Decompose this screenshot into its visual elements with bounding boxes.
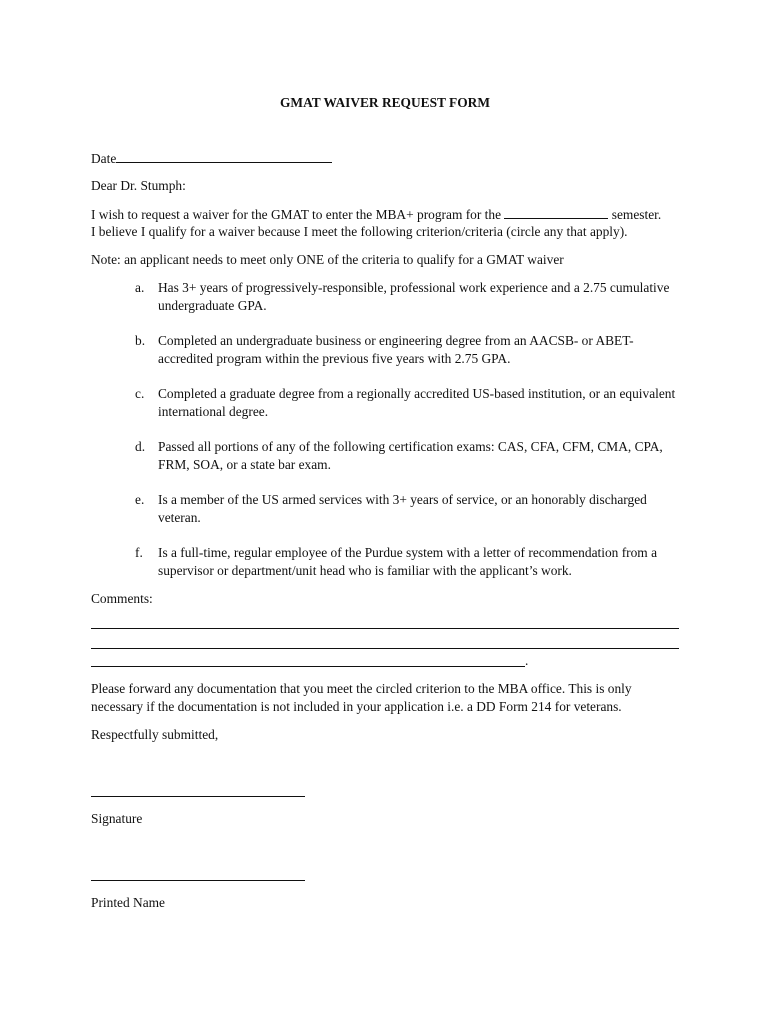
comments-line-3[interactable] (91, 666, 525, 667)
criterion-text: Is a member of the US armed services with 3+ years of service, or an honorably discharged veteran. (158, 492, 647, 525)
request-line-1 (91, 205, 661, 224)
date-label: Date (91, 151, 117, 166)
semester-field[interactable] (504, 205, 608, 219)
closing: Respectfully submitted, (91, 727, 219, 742)
note: Note: an applicant needs to meet only ONE of the criteria to qualify for a GMAT waiver (91, 252, 564, 267)
request-line-2: I believe I qualify for a waiver because I meet the following criterion/criteria (circle any that apply). (91, 224, 628, 239)
criterion-letter: f. (135, 545, 143, 560)
date-field[interactable] (116, 149, 332, 163)
criterion-letter: c. (135, 386, 145, 401)
form-title: GMAT WAIVER REQUEST FORM (280, 95, 490, 110)
criterion-text: Is a full-time, regular employee of the Purdue system with a letter of recommendation from a supervisor or department/unit head who is familiar with the applicant’s work. (158, 545, 658, 578)
printed-name-label: Printed Name (91, 895, 166, 910)
signature-field[interactable] (91, 796, 305, 797)
signature-label: Signature (91, 811, 143, 826)
forward-line-1: Please forward any documentation that you meet the circled criterion to the MBA office. This is only (91, 681, 632, 696)
criterion-text: Completed a graduate degree from a regionally accredited US-based institution, or an equivalent international degree. (158, 386, 676, 419)
criterion-text: Has 3+ years of progressively-responsible, professional work experience and a 2.75 cumulative undergraduate GPA. (158, 280, 670, 313)
salutation: Dear Dr. Stumph: (91, 178, 186, 193)
comments-line-2[interactable] (91, 648, 679, 649)
criterion-text: Completed an undergraduate business or engineering degree from an AACSB- or ABET-accredited program within the previous five years with 2.75 GPA. (158, 333, 634, 366)
criterion-letter: a. (135, 280, 145, 295)
criterion-letter: e. (135, 492, 145, 507)
comments-line-1[interactable] (91, 628, 679, 629)
criterion-letter: d. (135, 439, 146, 454)
request-line-1-end: semester. (611, 207, 662, 222)
criterion-letter: b. (135, 333, 146, 348)
forward-line-2: necessary if the documentation is not included in your application i.e. a DD Form 214 for veterans. (91, 699, 622, 714)
criterion-text: Passed all portions of any of the following certification exams: CAS, CFA, CFM, CMA, CPA, FRM, SOA, or a state bar exam. (158, 439, 663, 472)
request-line-1-start: I wish to request a waiver for the GMAT to enter the MBA+ program for the (91, 207, 502, 222)
comments-end-mark: . (525, 653, 529, 668)
comments-label: Comments: (91, 591, 153, 606)
date-row (91, 149, 332, 168)
printed-name-field[interactable] (91, 880, 305, 881)
